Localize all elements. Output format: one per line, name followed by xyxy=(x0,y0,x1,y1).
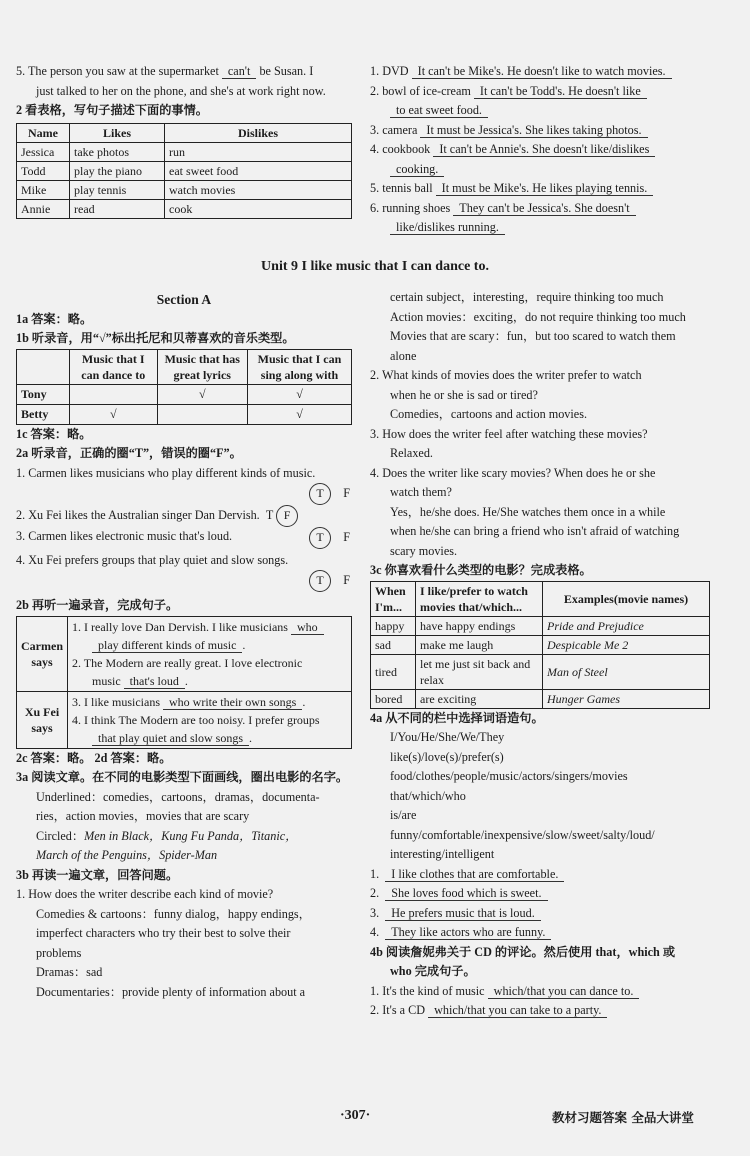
top-right-block: 1. DVD It can't be Mike's. He doesn't like to watch movies. 2. bowl of ice-cream It can't be Todd's. He doesn't like to eat sweet food. 3. camera It must be Jessica's. She likes taking photos. 4. cookbook It can't be Annie's. She doesn't like/dislikes cooking. 5. tennis ball It must be Mike's. He likes playing tennis. 6. running shoes They can't be Jessica's. She doesn't like/dislikes running. xyxy=(370,62,710,238)
heading-1a: 1a 答案：略。 xyxy=(16,311,93,326)
letter-t: T xyxy=(265,508,274,522)
table-row: Tony √ √ xyxy=(17,384,352,404)
table-row: sad make me laugh Despicable Me 2 xyxy=(371,635,710,654)
list-item: 1. DVD It can't be Mike's. He doesn't like to watch movies. xyxy=(370,62,710,82)
heading-3a: 3a 阅读文章。在不同的电影类型下面画线，圈出电影的名字。 xyxy=(16,770,349,784)
heading-2c: 2c 答案：略。 2d 答案：略。 xyxy=(16,750,172,765)
heading-1c: 1c 答案：略。 xyxy=(16,426,92,441)
table-row: Betty √ √ xyxy=(17,404,352,424)
likes-th-dislikes: Dislikes xyxy=(165,123,352,142)
likes-table xyxy=(16,123,352,219)
right-column: certain subject，interesting，require thinking too much Action movies：exciting，do not require thinking too much Movies that are scary：fun，but too scared to watch them alone 2. What kinds of movies does the writer prefer to watch when he or she is sad or tired? Comedies，cartoons and action movies. 3. How does the writer feel after watching these movies? Relaxed. 4. Does the writer like scary movies? When does he or she watch them? Yes，he/she does. He/She watches them once in a while when he/she can bring a friend who isn't afraid of watching scary movies. 3c 你喜欢看什么类型的电影？完成表格。 When I'm... I like/prefer to watch movies that/which... Examples(movie names) happy have happy endings Pride and Prejudice sad make me laugh Despicable Me 2 tired let me just sit back and relax Man of Steel bored are exciting Hunger Games 4a 从不同的栏中选择词语造句。 I/You/He/She/We/They like(s)/love(s)/prefer(s) food/clothes/people/music/actors/singers/movies that/which/who is/are funny/comfortable/inexpensive/slow/sweet/salty/loud/ interesting/intelligent 1. I like clothes that are comfortable. 2. She loves food which is sweet. 3. He prefers music that is loud. 4. They like actors who are funny. 4b 阅读詹妮弗关于 CD 的评论。然后使用 that，which 或 who 完成句子。 1. It's the kind of music which/that you can dance to. 2. It's a CD which/that you can take to a party. xyxy=(370,288,710,1021)
list-item: 3. camera It must be Jessica's. She likes taking photos. xyxy=(370,121,710,141)
likes-th-name: Name xyxy=(17,123,70,142)
list-item: 2. bowl of ice-cream It can't be Todd's. He doesn't like xyxy=(370,82,710,102)
says-table: Carmen says 1. I really love Dan Dervish. I like musicians who play different kinds of music . 2. The Modern are really great. I love electronic music that's loud . Xu Fei says 3. I like musicians who write their own songs . 4. I think The Modern are too noisy. I prefer groups that play quiet and slow songs . xyxy=(16,616,352,749)
table-row: Jessica take photos run xyxy=(17,142,352,161)
book-title: 教材习题答案 全品大讲堂 xyxy=(552,1110,694,1125)
tf-item-1: 1. Carmen likes musicians who play different kinds of music. xyxy=(16,465,316,480)
left-column: Section A 1a 答案：略。 1b 听录音，用“√”标出托尼和贝蒂喜欢的音乐类型。 Music that I can dance to Music that has great lyrics Music that I can sing along with Tony √ √ Betty √ √ 1c 答案：略。 2a 听录音，正确的圈“T”，错误的圈“F”。 1. Carmen likes musicians who play different kinds of music. T F 2. Xu Fei likes the Australian singer Dan Dervish. T F 3. Carmen likes electronic music that's loud. T F 4. Xu Fei prefers groups that play quiet and slow songs. T F 2b 再听一遍录音，完成句子。 Carmen says 1. I really love Dan Dervish. I like musicians who play different kinds of music . 2. The Modern are really great. I love electronic music that's loud . Xu Fei says 3. I like musicians who write their own songs . 4. I think The Modern are too noisy. I prefer groups that play quiet and slow songs . 2c 答案：略。 2d 答案：略。 3a 阅读文章。在不同的电影类型下面画线，圈出电影的名字。 Underlined：comedies，cartoons，dramas，documenta- ries，action movies，movies that are scary Circled：Men in Black，Kung Fu Panda，Titanic， March of the Penguins，Spider-Man 3b 再读一遍文章，回答问题。 1. How does the writer describe each kind of movie? Comedies & cartoons：funny dialog，happy endings， imperfect characters who try their best to solve their problems Dramas：sad Documentaries：provide plenty of information about a xyxy=(16,292,350,999)
heading-4a: 4a 从不同的栏中选择词语造句。 xyxy=(370,710,544,725)
likes-th-likes: Likes xyxy=(70,123,165,142)
circle-t: T xyxy=(309,570,331,592)
q5-line2: just talked to her on the phone, and she's at work right now. xyxy=(36,83,326,98)
letter-f: F xyxy=(343,486,350,500)
heading-2b: 2b 再听一遍录音，完成句子。 xyxy=(16,598,179,612)
tf-item-2: 2. Xu Fei likes the Australian singer Dan Dervish. T F xyxy=(16,505,352,527)
list-item: 5. tennis ball It must be Mike's. He likes playing tennis. xyxy=(370,179,710,199)
top-left-block xyxy=(16,62,352,219)
section-title: Section A xyxy=(156,292,212,307)
heading-1b: 1b 听录音，用“√”标出托尼和贝蒂喜欢的音乐类型。 xyxy=(16,331,295,345)
music-table: Music that I can dance to Music that has great lyrics Music that I can sing along with Tony √ √ Betty √ √ xyxy=(16,349,352,425)
tf-item-3: 3. Carmen likes electronic music that's loud. T F xyxy=(16,527,352,547)
circle-t: T xyxy=(309,483,331,505)
heading-2a: 2a 听录音，正确的圈“T”，错误的圈“F”。 xyxy=(16,446,242,460)
heading-4b: 4b 阅读詹妮弗关于 CD 的评论。然后使用 that，which 或 xyxy=(370,944,676,959)
heading-3c: 3c 你喜欢看什么类型的电影？完成表格。 xyxy=(370,563,592,577)
circle-t: T xyxy=(309,527,331,549)
unit-title: Unit 9 I like music that I can dance to. xyxy=(261,259,489,274)
table-row: Todd play the piano eat sweet food xyxy=(17,161,352,180)
heading-3b: 3b 再读一遍文章，回答问题。 xyxy=(16,867,179,882)
q2-heading: 2 看表格，写句子描述下面的事情。 xyxy=(16,103,208,117)
table-row: Mike play tennis watch movies xyxy=(17,180,352,199)
table-row: tired let me just sit back and relax Man of Steel xyxy=(371,654,710,689)
table-row: Annie read cook xyxy=(17,199,352,218)
table-row: happy have happy endings Pride and Prejudice xyxy=(371,616,710,635)
movies-table: When I'm... I like/prefer to watch movies that/which... Examples(movie names) happy have happy endings Pride and Prejudice sad make me laugh Despicable Me 2 tired let me just sit back and relax Man of Steel bored are exciting Hunger Games xyxy=(370,581,710,709)
tf-item-4: 4. Xu Fei prefers groups that play quiet and slow songs. xyxy=(16,552,289,567)
table-row: bored are exciting Hunger Games xyxy=(371,689,710,708)
circle-f: F xyxy=(276,505,298,527)
page-number: ·307· xyxy=(340,1108,371,1123)
list-item: 4. cookbook It can't be Annie's. She doesn't like/dislikes xyxy=(370,140,710,160)
list-item: 6. running shoes They can't be Jessica's. She doesn't xyxy=(370,199,710,219)
q5-line1: 5. The person you saw at the supermarket can't be Susan. I xyxy=(16,64,314,78)
